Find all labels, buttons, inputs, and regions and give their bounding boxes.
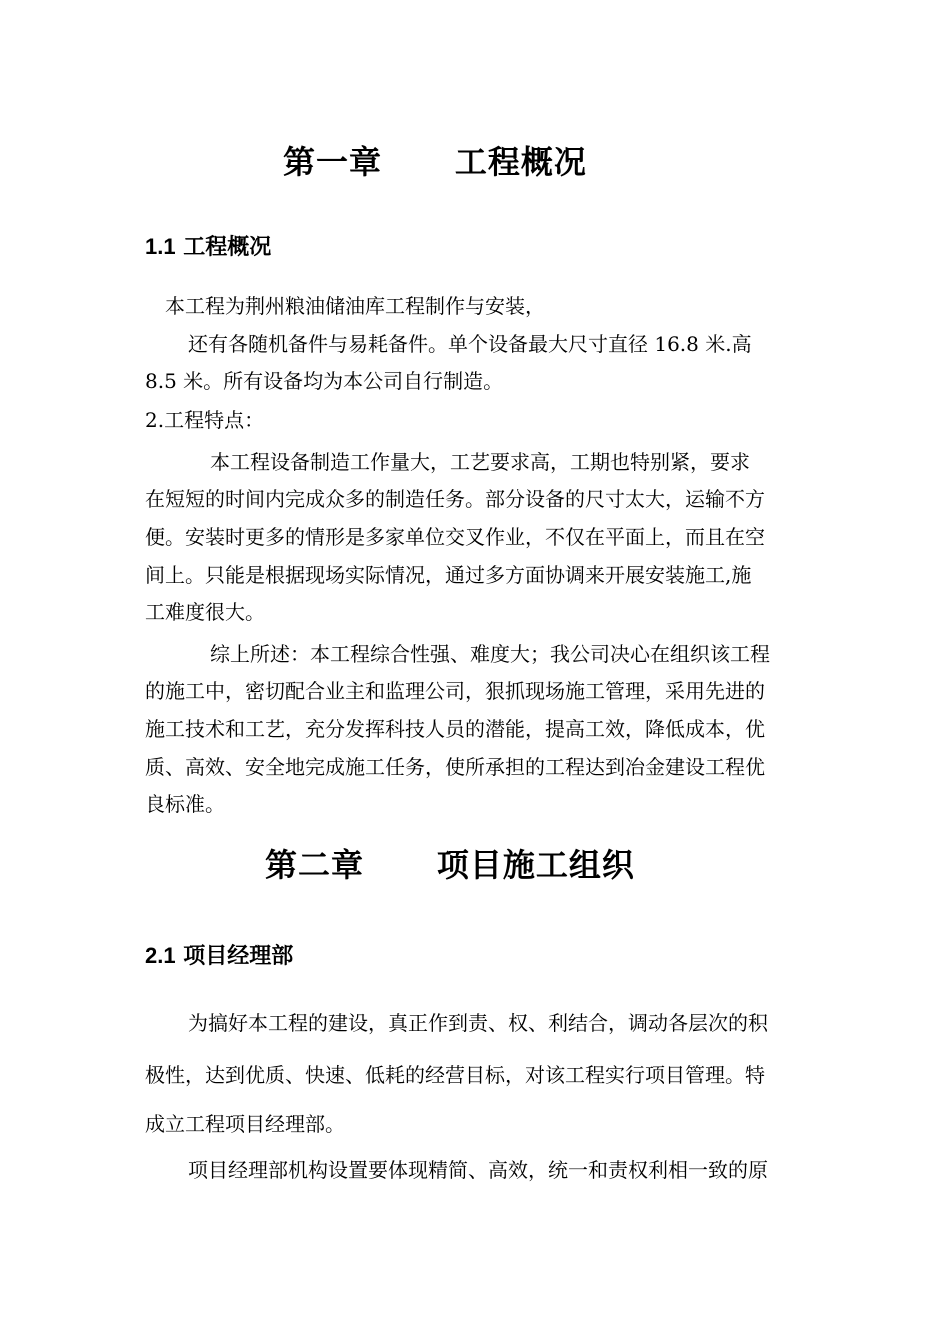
paragraph-line: 施工技术和工艺，充分发挥科技人员的潜能，提高工效，降低成本，优 [145,717,765,741]
paragraph-line: 便。安装时更多的情形是多家单位交叉作业，不仅在平面上，而且在空 [145,525,765,549]
paragraph-line: 成立工程项目经理部。 [145,1112,345,1136]
section-number: 1.1 [145,234,176,259]
chapter-1-title: 第一章 工程概况 [283,143,587,181]
paragraph-line: 良标准。 [145,792,225,816]
paragraph-line: 极性，达到优质、快速、低耗的经营目标，对该工程实行项目管理。特 [145,1063,765,1087]
paragraph-line: 工难度很大。 [145,600,265,624]
section-number: 2.1 [145,943,176,968]
paragraph-line: 项目经理部机构设置要体现精简、高效，统一和责权利相一致的原 [188,1158,768,1182]
intro-line: 8.5 米。所有设备均为本公司自行制造。 [145,369,504,393]
paragraph-line: 间上。只能是根据现场实际情况，通过多方面协调来开展安装施工,施 [145,563,752,587]
section-title: 项目经理部 [183,943,294,969]
section-1-1-heading [145,232,271,262]
paragraph-line: 在短短的时间内完成众多的制造任务。部分设备的尺寸太大，运输不方 [145,487,765,511]
intro-line: 本工程为荆州粮油储油库工程制作与安装， [165,294,545,318]
subheading-features: 2.工程特点： [145,408,265,432]
section-title: 工程概况 [183,234,272,260]
paragraph-line: 本工程设备制造工作量大，工艺要求高，工期也特别紧，要求 [210,450,750,474]
paragraph-line: 为搞好本工程的建设，真正作到责、权、利结合，调动各层次的积 [188,1011,768,1035]
paragraph-line: 综上所述：本工程综合性强、难度大；我公司决心在组织该工程 [210,642,770,666]
paragraph-line: 质、高效、安全地完成施工任务，使所承担的工程达到冶金建设工程优 [145,755,765,779]
section-2-1-heading [145,941,293,971]
intro-line: 还有各随机备件与易耗备件。单个设备最大尺寸直径 16.8 米.高 [188,332,752,356]
paragraph-line: 的施工中，密切配合业主和监理公司，狠抓现场施工管理，采用先进的 [145,679,765,703]
chapter-2-title: 第二章 项目施工组织 [265,846,635,884]
